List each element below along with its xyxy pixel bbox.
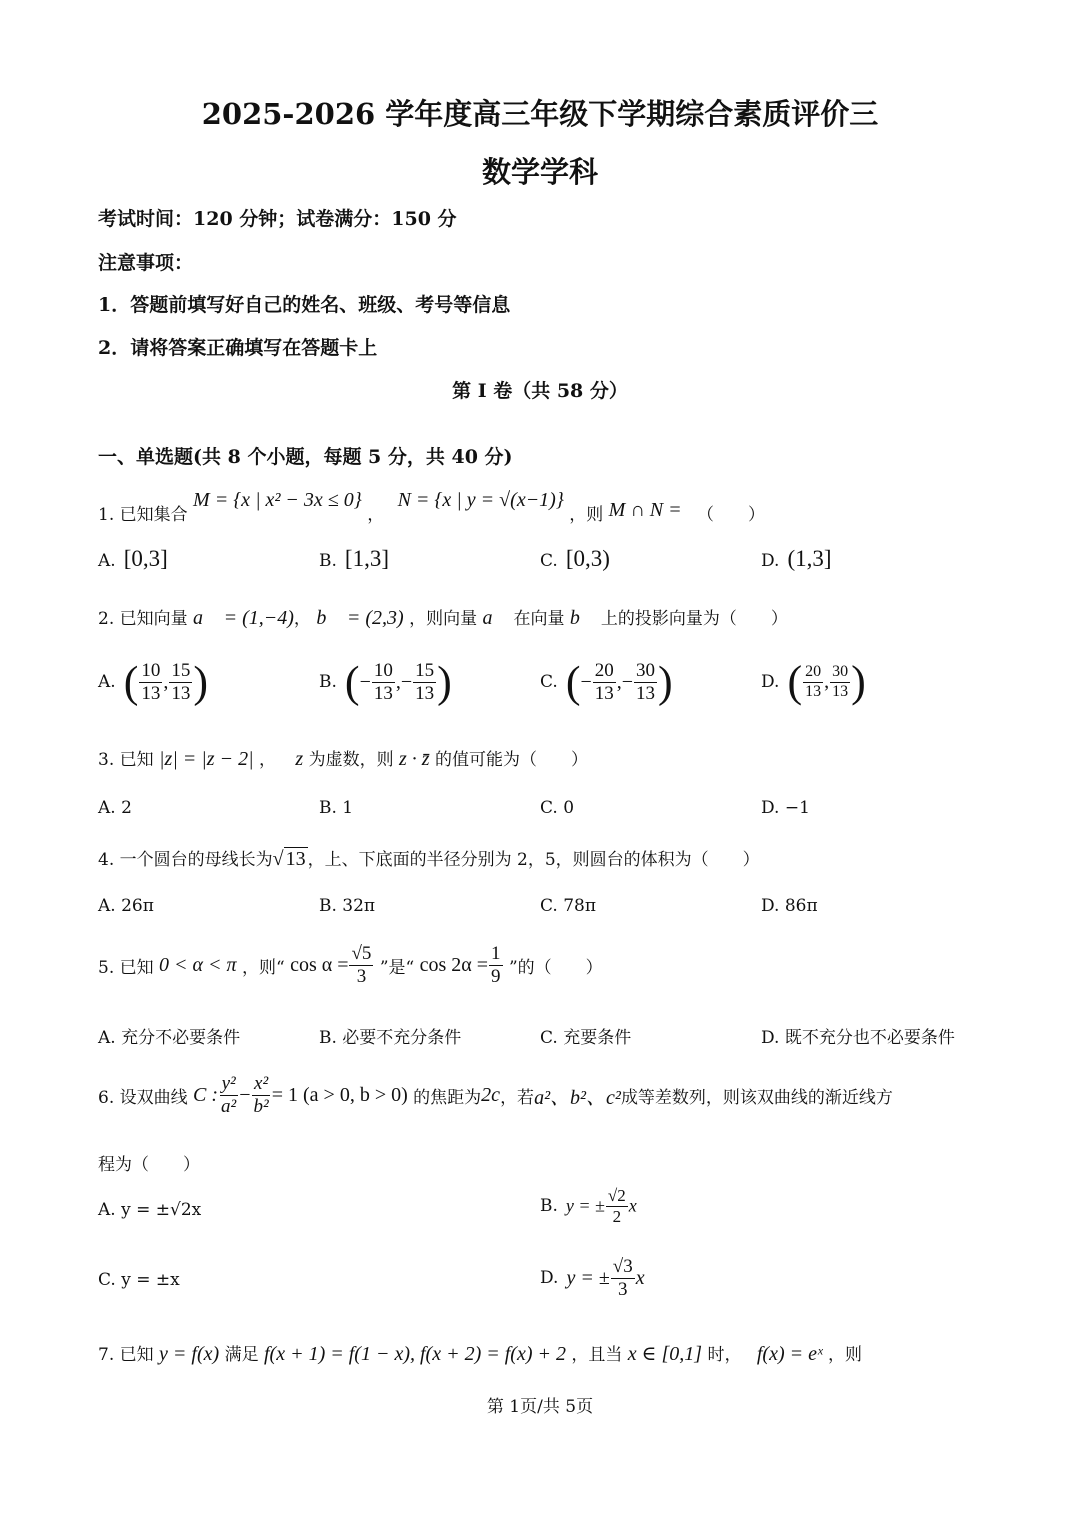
q2-vector-a: a⃗ = (1,−4) [193, 607, 294, 629]
q2-option-d: D. ( $\frac{20}{13}$ , $\frac{30}{13}$ ) [761, 657, 866, 706]
q4-option-c: C. 78π [540, 896, 597, 916]
part-heading: 第 I 卷（共 58 分） [452, 380, 628, 402]
q5-option-d: D. 既不充分也不必要条件 [761, 1028, 955, 1048]
q5-range: 0 < α < π [159, 953, 237, 976]
q6-d-num: √3 [612, 1256, 633, 1277]
q1-set-n: N = {x | y = √(x−1)} [397, 489, 564, 511]
q4-option-d: D. 86π [761, 896, 818, 916]
q2-c-sign1: − [580, 670, 592, 693]
q6-continuation: 程为（ ） [98, 1155, 200, 1175]
q7-tail: ，则 [828, 1345, 863, 1365]
exam-title: 2025-2026 学年度高三年级下学期综合素质评价三 [201, 97, 879, 131]
q6-d-pre: y = ± [566, 1266, 610, 1289]
q1-option-d-label: D. [761, 551, 780, 571]
page-footer: 第 1页/共 5页 [486, 1397, 594, 1417]
question-4: 4. 一个圆台的母线长为√ 13 ，上、下底面的半径分别为 2，5，则圆台的体积为（ ） [98, 848, 760, 870]
q3-text: 为虚数，则 [308, 750, 394, 770]
q2-text3: 在向量 [513, 609, 565, 629]
q2-b-d2: 13 [415, 682, 435, 704]
q1-option-b [319, 546, 389, 572]
q3-lead: 3. 已知 [98, 750, 154, 770]
q2-c-n1: 20 [594, 660, 614, 681]
q1-option-c-label: C. [540, 551, 558, 571]
notice-item-1: 1．答题前填写好自己的姓名、班级、考号等信息 [98, 294, 511, 316]
q6-b-num: √2 [607, 1186, 626, 1205]
q2-d-n2: 30 [830, 663, 850, 682]
q6-c: C : [193, 1083, 219, 1106]
q1-option-c [540, 546, 610, 572]
question-3 [98, 745, 588, 771]
q2-d-n1: 20 [803, 663, 823, 682]
q3-option-a: A. 2 [98, 798, 132, 818]
q2-option-d-label: D. [761, 672, 780, 692]
q1-option-a-value: [0,3] [123, 546, 168, 571]
q2-option-a-label: A. [98, 672, 116, 693]
q1-option-a [98, 546, 168, 572]
q5-option-a: A. 充分不必要条件 [98, 1028, 241, 1048]
q6-c2: 2c [481, 1083, 501, 1106]
q6-d2: b² [253, 1095, 269, 1117]
q1-option-d [761, 546, 832, 572]
q5-text1: ，则“ [241, 957, 285, 978]
q5-num2: 1 [491, 943, 501, 964]
q5-text3: ”的（ ） [508, 957, 603, 978]
q6-option-c: C. y = ±x [98, 1270, 180, 1290]
q3-z: z [295, 748, 304, 770]
q2-a-n1: 10 [141, 660, 161, 681]
q7-text2: ，且当 [571, 1345, 623, 1365]
q6-option-d-label: D. [540, 1268, 559, 1289]
q1-expr: M ∩ N = [608, 499, 682, 521]
q3-option-b: B. 1 [319, 798, 354, 818]
q1-set-m: M = {x | x² − 3x ≤ 0} [193, 489, 362, 511]
q7-domain: x ∈ [0,1] [627, 1343, 703, 1365]
q2-text2: ，则向量 [409, 609, 478, 629]
q2-d-d2: 13 [832, 682, 849, 700]
q6-option-a: A. y = ±√2x [98, 1200, 202, 1220]
q4-option-b: B. 32π [319, 896, 376, 916]
question-7 [98, 1340, 862, 1366]
q2-option-b: B. (− $\frac{10}{13}$ ,− $\frac{15}{13}$ ) [319, 657, 452, 707]
q6-text1: 的焦距为 [413, 1087, 482, 1108]
q2-b-sign1: − [359, 670, 371, 693]
q3-option-c: C. 0 [540, 798, 575, 818]
q5-num1: √5 [351, 943, 372, 964]
question-2: 2. 已知向量 a⃗ = (1,−4)， b⃗ = (2,3) ，则向量 a⃗ 在向量 b⃗ 上的投影向量为（ ） [98, 607, 788, 629]
q2-text1: 2. 已知向量 [98, 609, 188, 629]
q6-seq: a²、b²、c² [534, 1086, 621, 1109]
q3-mid: ， [259, 750, 276, 770]
q6-b-pre: y = ± [565, 1195, 605, 1216]
notice-heading: 注意事项： [98, 252, 194, 274]
q7-f: y = f(x) [159, 1343, 220, 1365]
q1-option-b-value: [1,3] [344, 546, 389, 571]
q6-text2: ，若 [500, 1087, 535, 1108]
q5-option-c: C. 充要条件 [540, 1028, 632, 1048]
q7-lead: 7. 已知 [98, 1345, 154, 1365]
q1-option-a-label: A. [98, 551, 116, 571]
q3-expr: z · z̄ [399, 748, 430, 770]
q1-lead: 1. 已知集合 [98, 505, 188, 525]
q2-vector-b: b⃗ = (2,3) [316, 607, 404, 629]
q5-lead: 5. 已知 [98, 957, 154, 978]
q2-c-n2: 30 [636, 660, 656, 681]
q2-b-d1: 13 [373, 682, 393, 704]
question-1: 1. 已知集合 M = {x | x² − 3x ≤ 0} ， N = {x | y = √(x−1)} ，则 M ∩ N = （ ） [98, 489, 766, 525]
q7-text3: 时， [707, 1345, 742, 1365]
q2-b-n1: 10 [373, 660, 393, 681]
q5-option-b: B. 必要不充分条件 [319, 1028, 462, 1048]
question-6: 6. 设双曲线 C : $\frac{\text{y²}}{\text{a²}}$ − $\frac{\text{x²}}{\text{b²}}$ = 1 (a > 0, b > 0) 的焦距为2c，若a²、b²、c²成等差数列，则该双曲线的渐近线方 [98, 1073, 893, 1117]
q6-option-d [540, 1256, 645, 1301]
q1-option-b-label: B. [319, 551, 337, 571]
q6-option-b [540, 1186, 637, 1226]
question-5 [98, 943, 603, 988]
q2-text4: 上的投影向量为（ ） [600, 609, 788, 629]
q6-d-den: 3 [618, 1278, 628, 1300]
q1-option-c-value: [0,3) [565, 546, 610, 571]
q2-b-n2: 15 [415, 660, 435, 681]
q1-blank: （ ） [697, 505, 766, 525]
q5-cos: cos α = [290, 953, 349, 976]
q3-option-d: D. −1 [761, 798, 810, 818]
q5-den2: 9 [491, 965, 501, 987]
q7-text1: 满足 [224, 1345, 259, 1365]
q6-n1: y² [221, 1073, 236, 1094]
section-heading: 一、单选题(共 8 个小题，每题 5 分，共 40 分) [98, 446, 513, 468]
q7-fx: f(x) = eˣ [756, 1343, 823, 1365]
q2-b-sign2: − [400, 670, 413, 693]
q6-option-b-label: B. [540, 1196, 558, 1217]
q2-c-d2: 13 [636, 682, 656, 704]
q4-option-a: A. 26π [98, 896, 154, 916]
exam-info: 考试时间：120 分钟；试卷满分：150 分 [98, 208, 457, 230]
q2-option-a: A. ( $\frac{10}{13}$ , $\frac{15}{13}$ ) [98, 657, 208, 707]
q1-mid: ，则 [569, 505, 604, 525]
q4-text: 4. 一个圆台的母线长为 [98, 850, 273, 870]
q4-root: 13 [285, 848, 306, 870]
q6-eq: = 1 (a > 0, b > 0) [271, 1083, 408, 1106]
q6-b-post: x [628, 1195, 637, 1216]
q6-n2: x² [254, 1073, 269, 1094]
q2-a-n2: 15 [171, 660, 191, 681]
q6-d-post: x [635, 1266, 645, 1289]
q7-cond: f(x + 1) = f(1 − x), f(x + 2) = f(x) + 2 [263, 1343, 566, 1365]
q2-c-sign2: − [621, 670, 634, 693]
q6-d1: a² [221, 1095, 237, 1117]
q2-d-d1: 13 [805, 682, 822, 700]
q3-tail: 的值可能为（ ） [435, 750, 588, 770]
q5-text2: ”是“ [379, 957, 415, 978]
q1-option-d-value: (1,3] [787, 546, 832, 571]
q2-c-d1: 13 [594, 682, 614, 704]
q6-b-den: 2 [612, 1206, 622, 1226]
q3-condition: |z| = |z − 2| [159, 748, 254, 770]
q6-text3: 成等差数列，则该双曲线的渐近线方 [620, 1087, 893, 1108]
q2-a-d2: 13 [171, 682, 191, 704]
q2-option-c-label: C. [540, 672, 558, 693]
q2-a-d1: 13 [141, 682, 161, 704]
subject-title: 数学学科 [481, 155, 598, 189]
notice-item-2: 2．请将答案正确填写在答题卡上 [98, 337, 378, 359]
q4-tail: ，上、下底面的半径分别为 2，5，则圆台的体积为（ ） [307, 850, 760, 870]
q2-option-b-label: B. [319, 672, 337, 693]
q5-cos2: cos 2α = [419, 953, 489, 976]
q2-option-c: C. (− $\frac{20}{13}$ ,− $\frac{30}{13}$ ) [540, 657, 673, 707]
q5-den1: 3 [356, 965, 367, 987]
q6-lead: 6. 设双曲线 [98, 1087, 188, 1108]
